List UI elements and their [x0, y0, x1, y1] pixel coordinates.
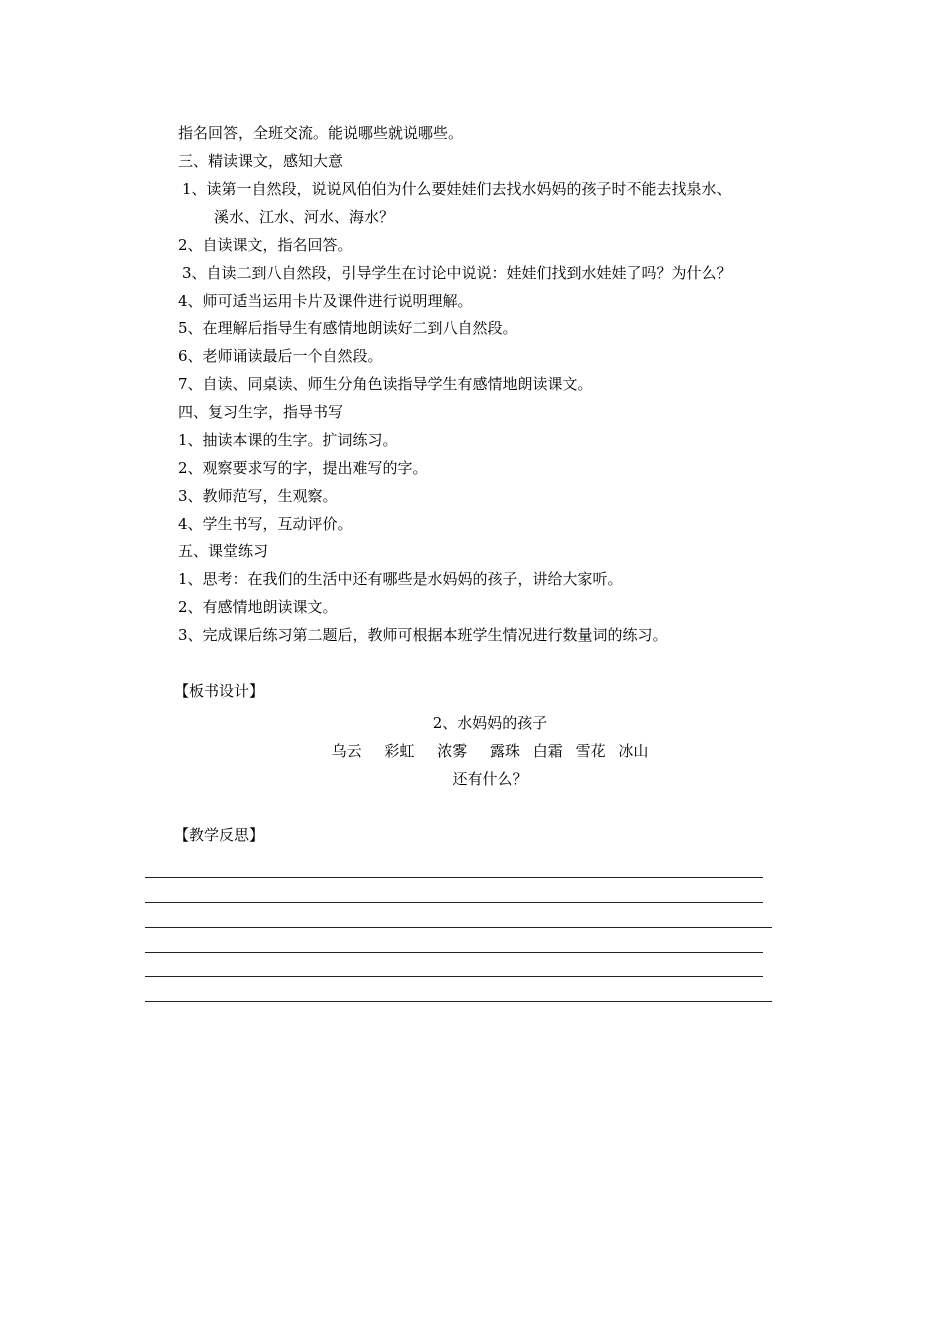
board-word: 露珠	[489, 742, 520, 760]
reflection-writing-line	[145, 1001, 772, 1002]
intro-line: 指名回答，全班交流。能说哪些就说哪些。	[178, 124, 464, 142]
section-4-item-2: 2、观察要求写的字，提出难写的字。	[178, 459, 428, 477]
section-5-item-3: 3、完成课后练习第二题后，教师可根据本班学生情况进行数量词的练习。	[178, 626, 668, 644]
board-question: 还有什么？	[452, 770, 528, 788]
reflection-writing-line	[145, 927, 772, 928]
section-3-item-3: 3、自读二到八自然段，引导学生在讨论中说说：娃娃们找到水娃娃了吗？为什么？	[182, 264, 732, 282]
board-word: 冰山	[618, 742, 649, 760]
reflection-writing-line	[145, 877, 763, 878]
reflection-writing-line	[145, 976, 763, 977]
section-5-heading: 五、课堂练习	[178, 542, 269, 560]
section-4-item-4: 4、学生书写，互动评价。	[178, 515, 353, 533]
reflection-heading: 【教学反思】	[174, 826, 265, 844]
board-word: 雪花	[575, 742, 606, 760]
section-3-item-5: 5、在理解后指导生有感情地朗读好二到八自然段。	[178, 319, 518, 337]
section-4-item-3: 3、教师范写，生观察。	[178, 487, 338, 505]
reflection-writing-line	[145, 952, 763, 953]
board-word: 浓雾	[437, 742, 468, 760]
section-3-item-6: 6、老师诵读最后一个自然段。	[178, 347, 383, 365]
section-3-item-1-cont: 溪水、江水、河水、海水？	[214, 208, 395, 226]
board-word: 白霜	[532, 742, 563, 760]
section-4-heading: 四、复习生字，指导书写	[178, 403, 344, 421]
board-design-heading: 【板书设计】	[174, 682, 265, 700]
section-5-item-1: 1、思考：在我们的生活中还有哪些是水妈妈的孩子，讲给大家听。	[178, 570, 623, 588]
section-4-item-1: 1、抽读本课的生字。扩词练习。	[178, 431, 398, 449]
board-title: 2、水妈妈的孩子	[432, 714, 548, 732]
section-3-item-4: 4、师可适当运用卡片及课件进行说明理解。	[178, 292, 473, 310]
section-3-item-7: 7、自读、同桌读、师生分角色读指导学生有感情地朗读课文。	[178, 375, 593, 393]
board-word: 彩虹	[384, 742, 415, 760]
board-word: 乌云	[331, 742, 362, 760]
section-5-item-2: 2、有感情地朗读课文。	[178, 598, 338, 616]
section-3-item-2: 2、自读课文，指名回答。	[178, 236, 353, 254]
section-3-heading: 三、精读课文，感知大意	[178, 152, 344, 170]
reflection-writing-line	[145, 902, 763, 903]
board-words	[0, 741, 950, 761]
section-3-item-1: 1、读第一自然段，说说风伯伯为什么要娃娃们去找水妈妈的孩子时不能去找泉水、	[182, 180, 732, 198]
